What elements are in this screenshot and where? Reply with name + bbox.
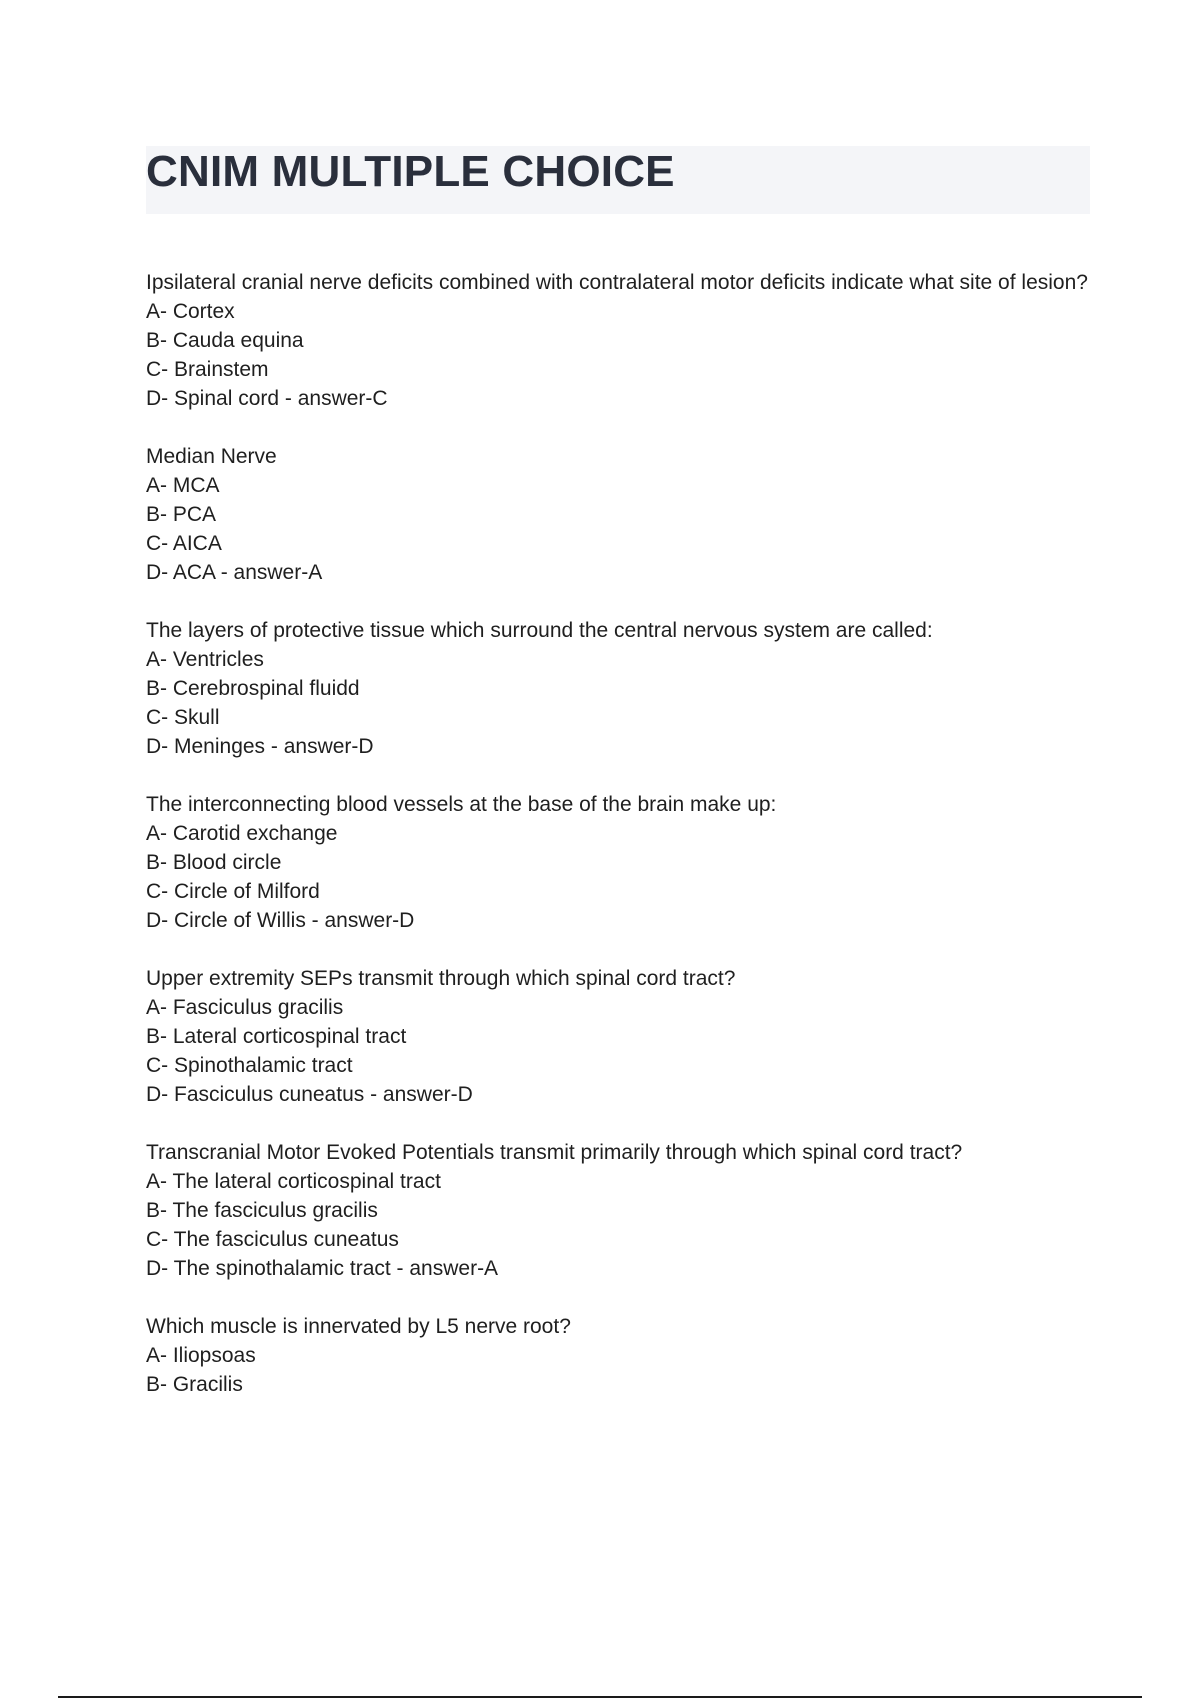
footer-divider — [58, 1696, 1142, 1698]
question-list — [146, 268, 1090, 1428]
answer-option: B- The fasciculus gracilis — [146, 1199, 378, 1222]
question-block — [146, 442, 1090, 587]
answer-option: B- Lateral corticospinal tract — [146, 1025, 407, 1048]
question-block — [146, 1138, 1090, 1283]
page-title: CNIM MULTIPLE CHOICE — [146, 147, 675, 196]
question-block — [146, 964, 1090, 1109]
answer-option: B- Cauda equina — [146, 329, 304, 352]
answer-option: A- MCA — [146, 474, 220, 497]
question-block — [146, 616, 1090, 761]
answer-option: B- Blood circle — [146, 851, 282, 874]
answer-option: A- Iliopsoas — [146, 1344, 256, 1367]
answer-option: D- Meninges - answer-D — [146, 735, 374, 758]
answer-option: C- Spinothalamic tract — [146, 1054, 353, 1077]
question-block — [146, 268, 1090, 413]
answer-option: C- Skull — [146, 706, 220, 729]
question-text: Transcranial Motor Evoked Potentials transmit primarily through which spinal cord tract? — [146, 1141, 963, 1164]
answer-option: C- Brainstem — [146, 358, 269, 381]
answer-option: A- The lateral corticospinal tract — [146, 1170, 441, 1193]
answer-option: B- Gracilis — [146, 1373, 243, 1396]
answer-option: D- Circle of Willis - answer-D — [146, 909, 415, 932]
question-text: The interconnecting blood vessels at the base of the brain make up: — [146, 793, 777, 816]
question-text: Upper extremity SEPs transmit through which spinal cord tract? — [146, 967, 736, 990]
answer-option: A- Ventricles — [146, 648, 264, 671]
question-text: The layers of protective tissue which surround the central nervous system are called: — [146, 619, 933, 642]
answer-option: A- Carotid exchange — [146, 822, 338, 845]
question-text: Median Nerve — [146, 445, 277, 468]
question-block — [146, 1312, 1090, 1399]
answer-option: D- ACA - answer-A — [146, 561, 323, 584]
answer-option: B- PCA — [146, 503, 217, 526]
question-text: Ipsilateral cranial nerve deficits combined with contralateral motor deficits indicate what site of lesion? — [146, 271, 1088, 294]
answer-option: C- Circle of Milford — [146, 880, 320, 903]
answer-option: C- AICA — [146, 532, 222, 555]
question-text: Which muscle is innervated by L5 nerve root? — [146, 1315, 571, 1338]
answer-option: D- Spinal cord - answer-C — [146, 387, 388, 410]
answer-option: A- Fasciculus gracilis — [146, 996, 344, 1019]
answer-option: B- Cerebrospinal fluidd — [146, 677, 360, 700]
question-block — [146, 790, 1090, 935]
answer-option: C- The fasciculus cuneatus — [146, 1228, 399, 1251]
answer-option: D- The spinothalamic tract - answer-A — [146, 1257, 499, 1280]
answer-option: A- Cortex — [146, 300, 235, 323]
answer-option: D- Fasciculus cuneatus - answer-D — [146, 1083, 473, 1106]
